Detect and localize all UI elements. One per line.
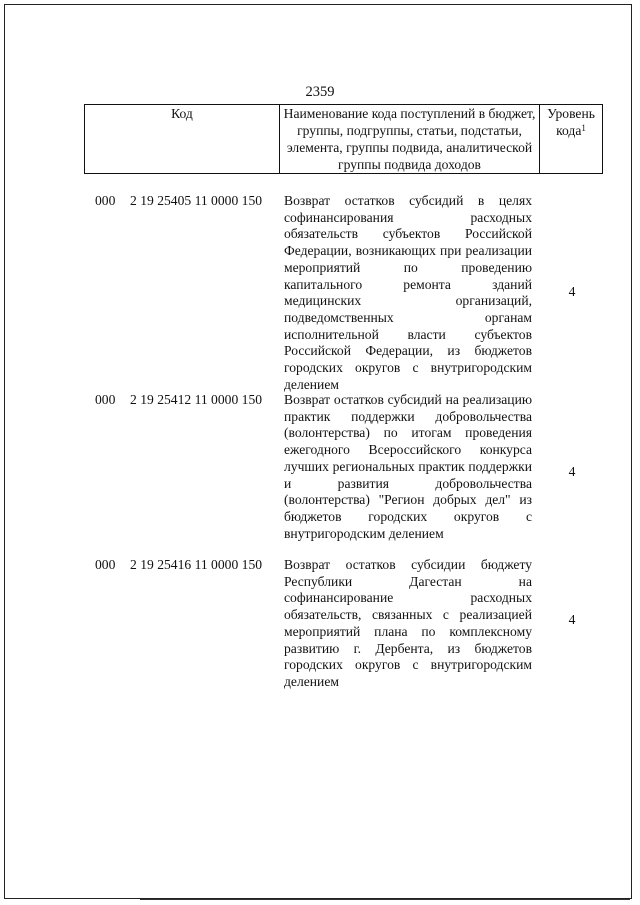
row-code: 2 19 25412 11 0000 150	[130, 392, 263, 407]
page-number: 2359	[305, 84, 335, 100]
row-code: 2 19 25416 11 0000 150	[130, 557, 263, 572]
header-code-cell	[85, 105, 280, 174]
header-name-label: Наименование кода поступлений в бюджет, группы, подгруппы, статьи, подстатьи, элемента, группы подвида, аналитической группы подвида доходов	[283, 106, 536, 172]
row-description: Возврат остатков субсидии бюджету Республики Дагестан на софинансирование расходных обязательств, связанных с реализацией мероприятий плана по комплексному развитию г. Дербента, из бюджетов городских округов с внутригородским делением	[284, 557, 532, 689]
table-header	[84, 104, 603, 174]
footer-rule	[140, 899, 630, 901]
row-prefix: 000	[95, 557, 116, 572]
header-level-label: Уровень кода	[547, 106, 595, 138]
row-prefix: 000	[95, 392, 116, 407]
header-name-cell	[280, 105, 540, 174]
header-code-label: Код	[171, 106, 193, 121]
header-level-footnote: 1	[581, 123, 586, 133]
row-prefix: 000	[95, 193, 116, 208]
header-level-cell	[540, 105, 603, 174]
row-description: Возврат остатков субсидий в целях софинансирования расходных обязательств субъектов Российской Федерации, возникающих при реализации мероприятий по проведению капитального ремонта зданий медицинских организаций, подведомственных органам исполнительной власти субъектов Российской Федерации, из бюджетов городских округов с внутригородским делением	[284, 193, 532, 392]
row-level: 4	[568, 612, 576, 627]
row-description: Возврат остатков субсидий на реализацию практик поддержки добровольчества (волонтерства) по итогам проведения ежегодного Всероссийского конкурса лучших региональных практик поддержки и развития добровольчества (волонтерства) "Регион добрых дел" из бюджетов городских округов с внутригородским делением	[284, 392, 532, 541]
row-code: 2 19 25405 11 0000 150	[130, 193, 263, 208]
row-level: 4	[568, 464, 576, 479]
row-level: 4	[568, 284, 576, 299]
